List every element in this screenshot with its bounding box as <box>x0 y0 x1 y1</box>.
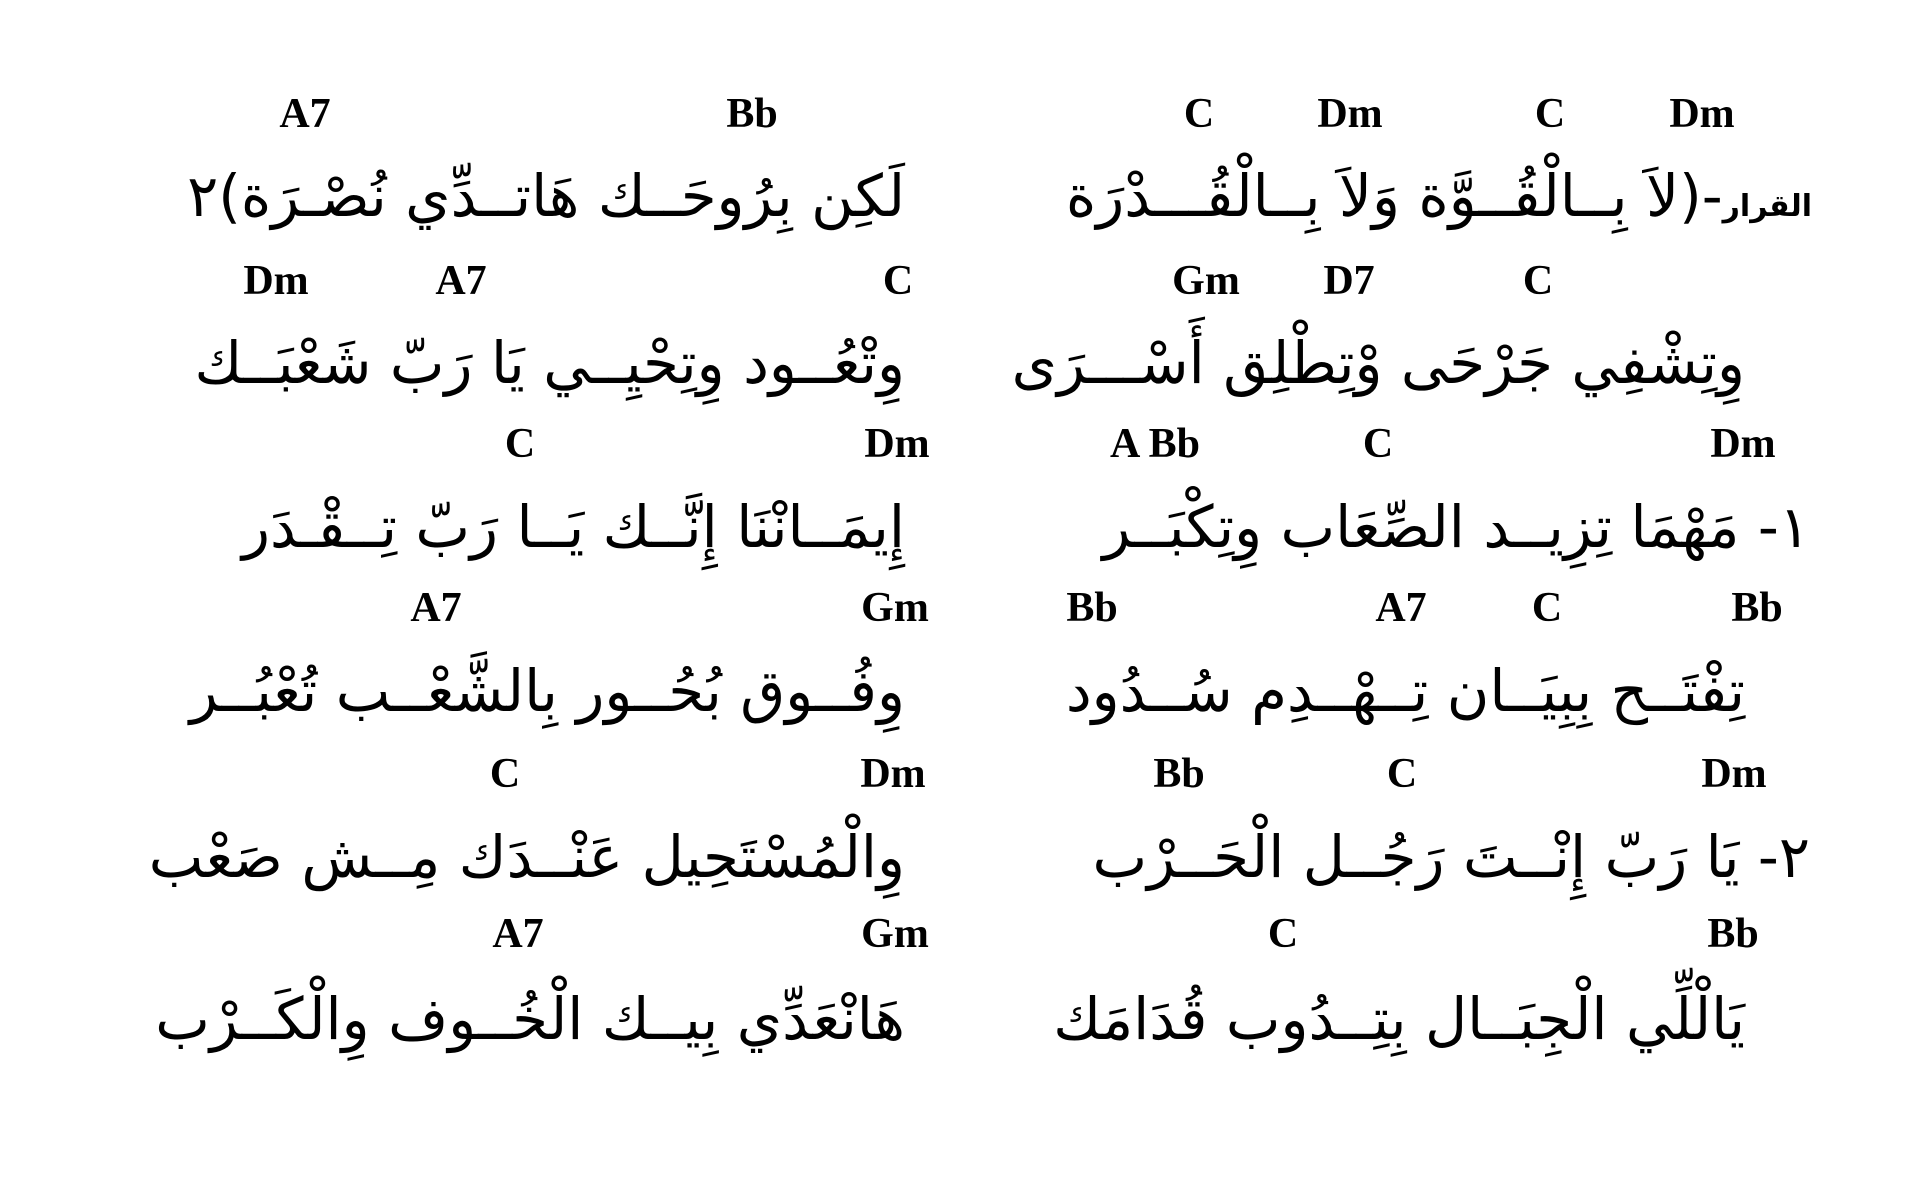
lyric-line: إِيمَــانْنَا إِنَّــك يَــا رَبّ تِــقْـدَر <box>242 493 905 561</box>
chord-label: Bb <box>726 91 778 137</box>
lyric-line: وِالْمُسْتَحِيل عَنْــدَك مِــش صَعْب <box>148 823 905 891</box>
chord-label: Dm <box>1669 91 1735 137</box>
chord-label: Bb <box>1066 585 1118 631</box>
chord-label: C <box>504 421 536 467</box>
lyric-text: -(لاَ بِــالْقُــوَّة وَلاَ بِــالْقُـــدْرَة <box>1065 162 1723 230</box>
chord-label: C <box>882 258 914 304</box>
chord-label: Dm <box>1701 751 1767 797</box>
chord-label: Dm <box>860 751 926 797</box>
chord-label: C <box>1531 585 1563 631</box>
chord-label: Dm <box>1710 421 1776 467</box>
chord-label: A Bb <box>1110 421 1200 467</box>
chord-label: A7 <box>1375 585 1427 631</box>
chord-label: Dm <box>1317 91 1383 137</box>
chord-label: Dm <box>243 258 309 304</box>
chord-label: C <box>1183 91 1215 137</box>
chord-label: C <box>1522 258 1554 304</box>
chord-label: Bb <box>1731 585 1783 631</box>
lyric-line: لَكِن بِرُوحَــك هَاتــدِّي نُصْـرَة)٢ <box>187 162 905 230</box>
chord-label: A7 <box>435 258 487 304</box>
lyric-line <box>1065 162 1812 230</box>
lyric-line: وِتْعُــود وِتِحْيِــي يَا رَبّ شَعْبَــك <box>194 329 905 397</box>
chord-label: A7 <box>492 911 544 957</box>
chord-label: Gm <box>1172 258 1240 304</box>
chord-label: Bb <box>1707 911 1759 957</box>
chord-label: C <box>1386 751 1418 797</box>
chord-label: C <box>1362 421 1394 467</box>
chord-label: Gm <box>861 585 929 631</box>
lyric-line: تِفْتَــح بِبِيَــان تِــهْــدِم سُــدُود <box>1065 657 1745 725</box>
chord-label: C <box>1267 911 1299 957</box>
lyric-line: وِتِشْفِي جَرْحَى وْتِطْلِق أَسْـــرَى <box>1011 329 1745 397</box>
chord-label: C <box>489 751 521 797</box>
chord-label: A7 <box>410 585 462 631</box>
chord-label: C <box>1534 91 1566 137</box>
lyric-line: وِفُــوق بُحُــور بِالشَّعْــب تُعْبُــر <box>189 657 905 725</box>
lyric-line: ١- مَهْمَا تِزِيــد الصِّعَاب وِتِكْبَــر <box>1102 493 1810 561</box>
lyric-line: ٢- يَا رَبّ إِنْــتَ رَجُــل الْحَــرْب <box>1092 823 1810 891</box>
chord-label: D7 <box>1323 258 1375 304</box>
lyric-line: يَالْلِّي الْجِبَــال بِتِــدُوب قُدَامَك <box>1053 985 1745 1053</box>
chord-label: Dm <box>864 421 930 467</box>
chord-label: Bb <box>1153 751 1205 797</box>
chord-label: Gm <box>861 911 929 957</box>
refrain-tag: القرار <box>1722 189 1812 224</box>
lyric-line: هَانْعَدِّي بِيــك الْخُــوف وِالْكَــرْب <box>155 985 905 1053</box>
chord-label: A7 <box>279 91 331 137</box>
